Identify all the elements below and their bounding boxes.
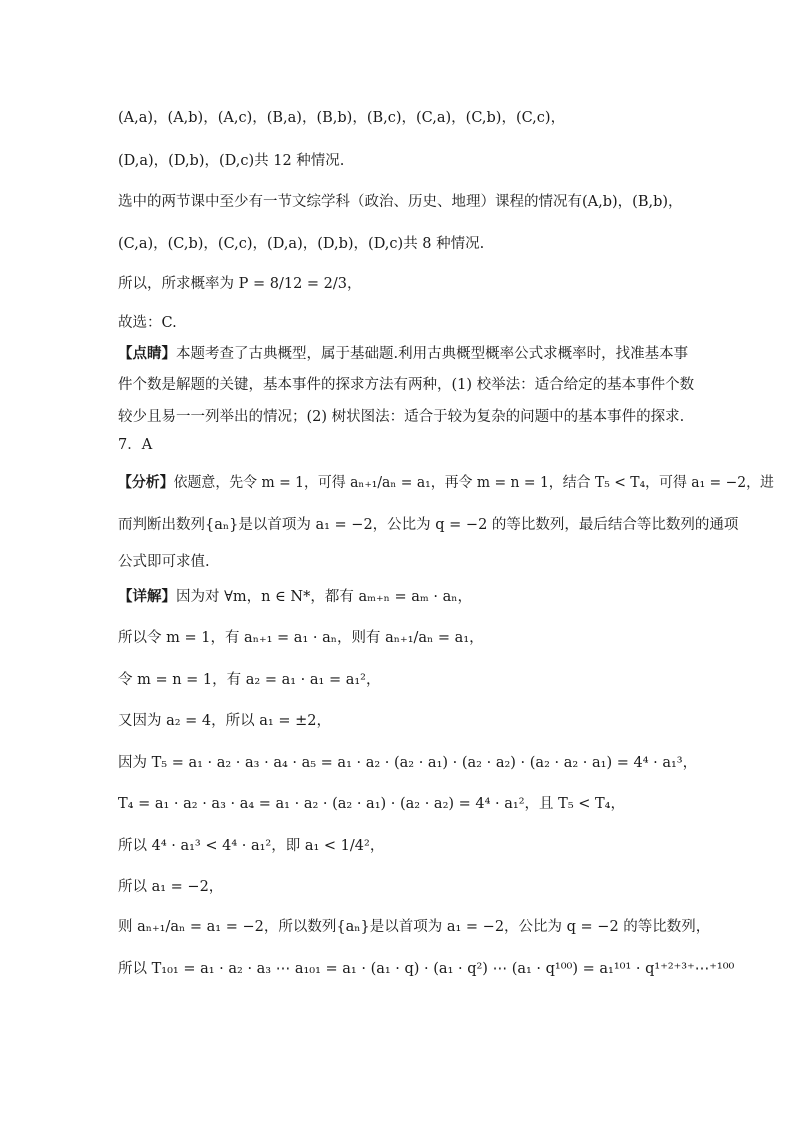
text-line: 公式即可求值.	[118, 554, 210, 570]
remark-label: 【点睛】	[118, 345, 176, 362]
text-line: 所以 4⁴ · a₁³ < 4⁴ · a₁²，即 a₁ < 1/4²，	[118, 838, 385, 854]
text-line: 较少且易一一列举出的情况；(2) 树状图法：适合于较为复杂的问题中的基本事件的探求.	[118, 409, 685, 425]
remark-text: 本题考查了古典概型，属于基础题.利用古典概型概率公式求概率时，找准基本事	[176, 346, 689, 362]
solution-text: 因为对 ∀m，n ∈ N*，都有 aₘ₊ₙ = aₘ · aₙ，	[176, 589, 473, 605]
analysis-text: 依题意，先令 m = 1，可得 aₙ₊₁/aₙ = a₁，再令 m = n = 1，结合 T₅ < T₄，可得 a₁ = −2，进	[173, 475, 774, 491]
remark-line	[118, 343, 688, 365]
text-line: 因为 T₅ = a₁ · a₂ · a₃ · a₄ · a₅ = a₁ · a₂ · (a₂ · a₁) · (a₂ · a₂) · (a₂ · a₂ · a₁) = 4⁴ · a₁³，	[118, 755, 698, 771]
text-line: (D,a)，(D,b)，(D,c)共 12 种情况.	[118, 153, 345, 169]
text-line: 所以 T₁₀₁ = a₁ · a₂ · a₃ ⋯ a₁₀₁ = a₁ · (a₁ · q) · (a₁ · q²) ⋯ (a₁ · q¹⁰⁰) = a₁¹⁰¹ · q¹⁺²⁺³⁺⋯⁺¹⁰⁰	[118, 961, 735, 977]
text-line: 所以 a₁ = −2，	[118, 879, 224, 895]
solution-line	[118, 586, 472, 608]
text-line: 令 m = n = 1，有 a₂ = a₁ · a₁ = a₁²，	[118, 672, 381, 688]
solution-label: 【详解】	[118, 588, 176, 605]
text-line: 而判断出数列{aₙ}是以首项为 a₁ = −2，公比为 q = −2 的等比数列，最后结合等比数列的通项	[118, 517, 739, 533]
text-line: (C,a)，(C,b)，(C,c)，(D,a)，(D,b)，(D,c)共 8 种情况.	[118, 236, 485, 252]
text-line: 故选：C.	[118, 315, 177, 331]
text-line: 则 aₙ₊₁/aₙ = a₁ = −2，所以数列{aₙ}是以首项为 a₁ = −2，公比为 q = −2 的等比数列，	[118, 919, 711, 935]
text-line: (A,a)，(A,b)，(A,c)，(B,a)，(B,b)，(B,c)，(C,a)，(C,b)，(C,c)，	[118, 110, 566, 126]
analysis-label: 【分析】	[118, 474, 174, 491]
analysis-line	[118, 472, 774, 494]
text-line: 又因为 a₂ = 4，所以 a₁ = ±2，	[118, 713, 331, 729]
text-line: 所以，所求概率为 P = 8/12 = 2/3，	[118, 276, 362, 292]
text-line: T₄ = a₁ · a₂ · a₃ · a₄ = a₁ · a₂ · (a₂ · a₁) · (a₂ · a₂) = 4⁴ · a₁²，且 T₅ < T₄，	[118, 796, 625, 812]
text-line: 件个数是解题的关键，基本事件的探求方法有两种，(1) 校举法：适合给定的基本事件个数	[118, 377, 695, 393]
text-line: 选中的两节课中至少有一节文综学科（政治、历史、地理）课程的情况有(A,b)，(B,b)，	[118, 194, 683, 210]
answer-line: 7．A	[118, 437, 153, 453]
text-line: 所以令 m = 1，有 aₙ₊₁ = a₁ · aₙ，则有 aₙ₊₁/aₙ = a₁，	[118, 630, 484, 646]
